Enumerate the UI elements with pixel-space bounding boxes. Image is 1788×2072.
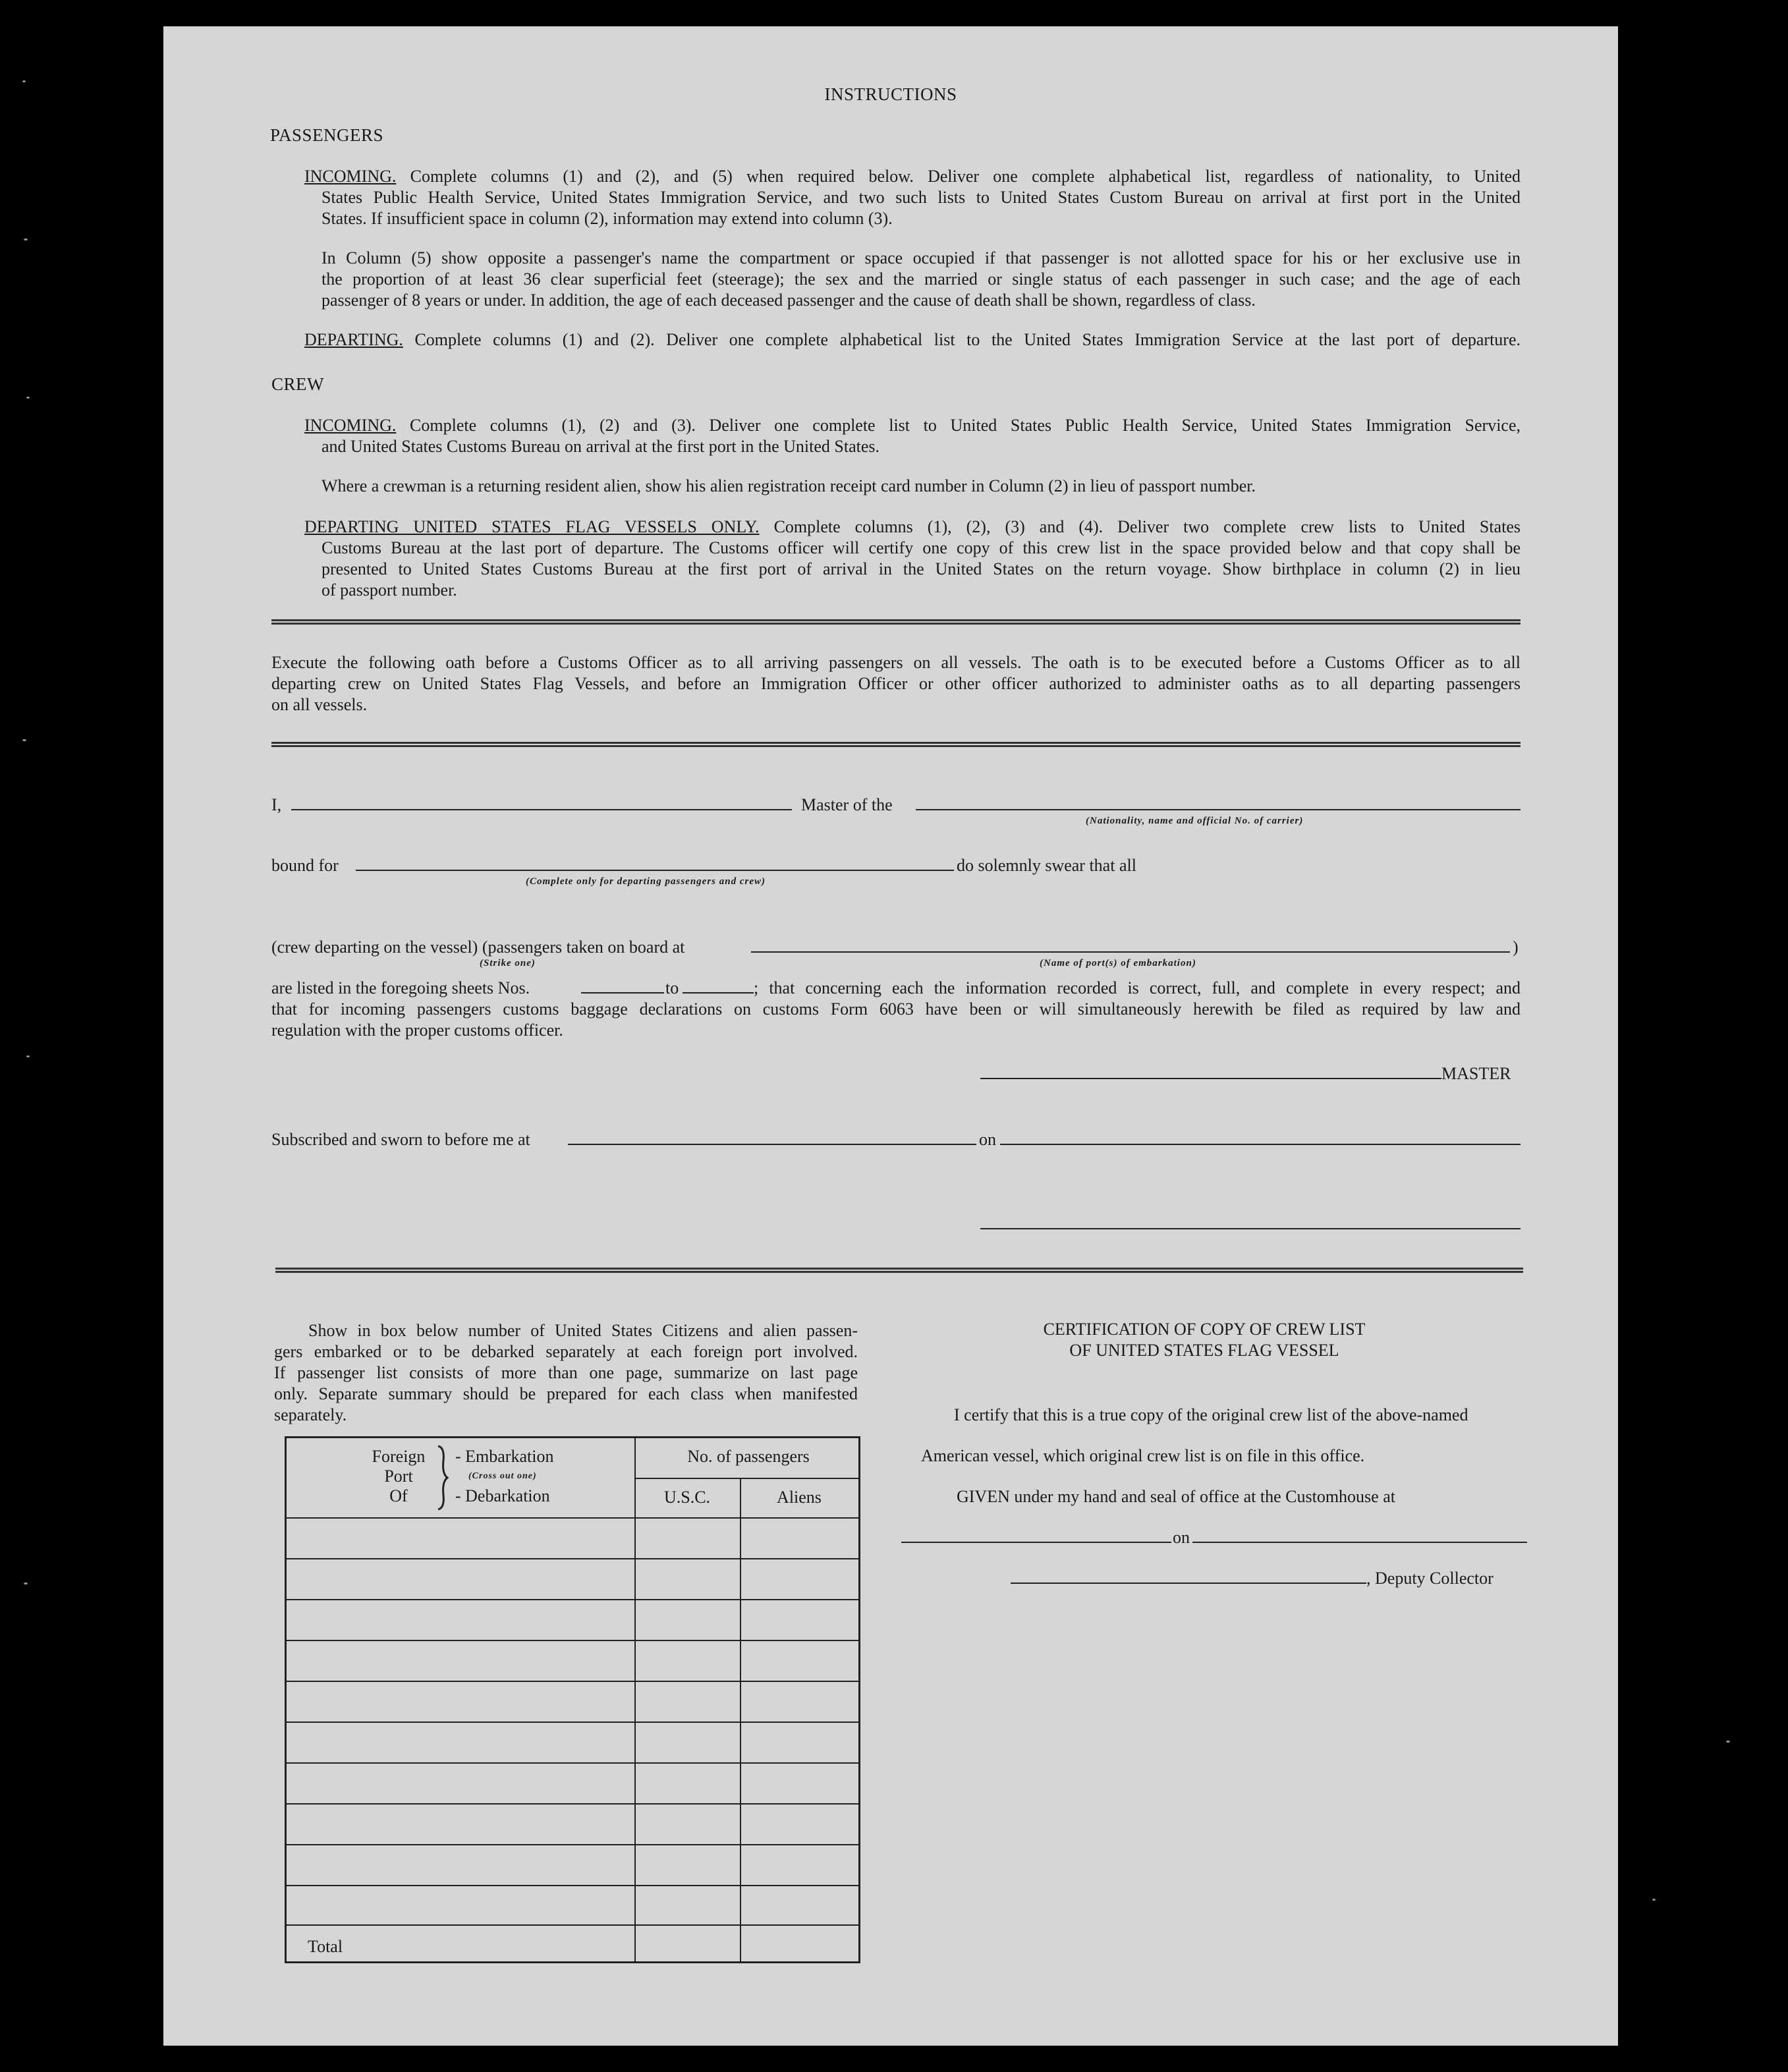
flag-vessels-line2: Customs Bureau at the last port of departure. The Customs officer will certify one copy of this crew list in the space provided below and that copy shall be: [321, 538, 1521, 557]
table-row-line: [287, 1803, 858, 1805]
ports-caption: (Name of port(s) of embarkation): [1040, 958, 1196, 968]
scan-speck: [24, 238, 28, 240]
certify-line: I certify that this is a true copy of the original crew list of the above-named: [954, 1405, 1468, 1424]
summary-line2: gers embarked or to be debarked separately at each foreign port involved.: [274, 1342, 858, 1361]
passengers-incoming-line2: States Public Health Service, United States Immigration Service, and two such lists to United States Custom Bureau on arrival at first port in the United: [321, 188, 1521, 207]
to-word: to: [665, 978, 679, 997]
master-name-field[interactable]: [291, 809, 792, 810]
incoming-label: INCOMING.: [304, 167, 397, 186]
flag-vessels-line3: presented to United States Customs Bureau at the first port of arrival in the United States on the return voyage. Show birthplace in column (2) in lieu: [321, 559, 1521, 578]
table-row-line: [287, 1681, 858, 1682]
summary-line3: If passenger list consists of more than one page, summarize on last page: [274, 1363, 858, 1382]
flag-vessels-text: Complete columns (1), (2), (3) and (4). Deliver two complete crew lists to United States: [773, 517, 1521, 536]
departing-label: DEPARTING.: [304, 330, 403, 349]
sworn-place-field[interactable]: [568, 1144, 976, 1145]
subscribed-text: Subscribed and sworn to before me at: [271, 1130, 530, 1149]
scan-speck: [22, 80, 26, 82]
total-label: Total: [308, 1937, 343, 1956]
certification-on-word: on: [1173, 1528, 1190, 1547]
complete-only-caption: (Complete only for departing passengers and crew): [526, 876, 766, 887]
deputy-collector-label: , Deputy Collector: [1366, 1569, 1494, 1588]
table-row-line: [287, 1558, 858, 1559]
listed-rest-text: ; that concerning each the information recorded is correct, full, and complete in every respect; and: [754, 978, 1521, 997]
crew-heading: CREW: [271, 374, 324, 394]
nationality-caption: (Nationality, name and official No. of carrier): [1086, 816, 1304, 826]
table-row-line: [287, 1885, 858, 1886]
foreign-label: Foreign: [372, 1447, 426, 1466]
certification-date-field[interactable]: [1192, 1542, 1527, 1543]
table-subheader-divider: [634, 1478, 858, 1479]
bound-for-label: bound for: [271, 856, 339, 875]
scan-speck: [24, 1582, 28, 1584]
form-page: [163, 26, 1618, 2046]
table-header-divider: [287, 1517, 858, 1519]
column5-line1: In Column (5) show opposite a passenger's name the compartment or space occupied if that passenger is not allotted space for his or her exclusive use in: [321, 248, 1521, 267]
flag-vessels-line4: of passport number.: [321, 580, 457, 600]
summary-line4: only. Separate summary should be prepared for each class when manifested: [274, 1384, 858, 1403]
crew-departing-text: (crew departing on the vessel) (passengers taken on board at: [271, 938, 685, 957]
column5-line2: the proportion of at least 36 clear superficial feet (steerage); the sex and the married or single status of each passenger in such case; and the age of each: [321, 269, 1521, 289]
oath-intro-line1: Execute the following oath before a Customs Officer as to all arriving passengers on all vessels. The oath is to be executed before a Customs Officer as to all: [271, 653, 1521, 672]
instructions-title: INSTRUCTIONS: [824, 84, 957, 104]
embarkation-label: - Embarkation: [455, 1447, 554, 1466]
carrier-field[interactable]: [916, 809, 1521, 810]
master-of-the-label: Master of the: [801, 795, 893, 814]
divider-2: [271, 742, 1521, 747]
table-row-line: [287, 1924, 858, 1926]
summary-line1: [274, 1320, 858, 1341]
crew-incoming-line1: [304, 415, 1521, 436]
sworn-date-field[interactable]: [1000, 1144, 1521, 1145]
no-passengers-header: No. of passengers: [687, 1447, 810, 1466]
oath-intro-line3: on all vessels.: [271, 695, 368, 714]
divider-1: [271, 619, 1521, 625]
oath-i-label: I,: [271, 795, 282, 814]
departing-text: Complete columns (1) and (2). Deliver one complete alphabetical list to the United States Immigration Service at the last port of departure.: [414, 330, 1521, 349]
table-row-line: [287, 1599, 858, 1600]
table-row-line: [287, 1844, 858, 1845]
passenger-summary-table: [285, 1436, 860, 1963]
customhouse-place-field[interactable]: [901, 1542, 1171, 1543]
ports-embarkation-field[interactable]: [751, 951, 1510, 953]
oath-intro-line2: departing crew on United States Flag Vessels, and before an Immigration Officer or other officer authorized to administer oaths as to all departing passengers: [271, 674, 1521, 693]
flag-vessels-line1: [304, 517, 1521, 538]
american-vessel-line: American vessel, which original crew list is on file in this office.: [921, 1446, 1365, 1465]
solemnly-swear-text: do solemnly swear that all: [957, 856, 1136, 875]
flag-vessels-label: DEPARTING UNITED STATES FLAG VESSELS ONLY.: [304, 517, 760, 536]
debarkation-label: - Debarkation: [455, 1486, 550, 1505]
passengers-departing: [304, 329, 1521, 350]
crewman-text: Where a crewman is a returning resident alien, show his alien registration receipt card number in Column (2) in lieu of passport number.: [321, 476, 1256, 495]
scan-speck: [22, 739, 26, 741]
aliens-header: Aliens: [777, 1488, 822, 1507]
column5-line3: passenger of 8 years or under. In addition, the age of each deceased passenger and the cause of death shall be shown, regardless of class.: [321, 291, 1256, 310]
scan-speck: [1726, 1741, 1730, 1743]
table-row-line: [287, 1722, 858, 1723]
scan-speck: [1652, 1899, 1656, 1901]
crew-incoming-label: INCOMING.: [304, 416, 397, 435]
master-label: MASTER: [1441, 1064, 1511, 1083]
bound-for-field[interactable]: [356, 870, 954, 871]
scan-speck: [26, 1055, 30, 1057]
crew-incoming-text: Complete columns (1), (2) and (3). Deliver one complete list to United States Public Health Service, United States Immigration Service,: [410, 416, 1521, 435]
table-col-divider-2: [740, 1478, 741, 1961]
crew-incoming-line2: and United States Customs Bureau on arrival at the first port in the United States.: [321, 437, 880, 456]
incoming-text-1: Complete columns (1) and (2), and (5) when required below. Deliver one complete alphabetical list, regardless of nationality, to United: [410, 167, 1521, 186]
passengers-incoming-line1: [304, 166, 1521, 187]
sheet-to-field[interactable]: [683, 992, 754, 994]
table-row-line: [287, 1762, 858, 1764]
summary-text-1: Show in box below number of United States Citizens and alien passen-: [308, 1321, 858, 1340]
master-signature-field[interactable]: [980, 1078, 1441, 1079]
of-label: Of: [389, 1486, 408, 1505]
officer-signature-field[interactable]: [980, 1228, 1521, 1229]
port-label: Port: [384, 1467, 413, 1486]
brace-icon: [435, 1445, 449, 1511]
cross-out-caption: (Cross out one): [468, 1471, 537, 1481]
strike-one-caption: (Strike one): [480, 958, 536, 968]
passengers-heading: PASSENGERS: [270, 125, 384, 145]
given-line: GIVEN under my hand and seal of office at the Customhouse at: [957, 1487, 1395, 1506]
listed-in-text: are listed in the foregoing sheets Nos.: [271, 978, 530, 997]
table-row-line: [287, 1640, 858, 1641]
summary-line5: separately.: [274, 1405, 347, 1424]
close-paren: ): [1513, 938, 1519, 957]
deputy-collector-signature-field[interactable]: [1011, 1582, 1366, 1584]
regulation-line: regulation with the proper customs officer.: [271, 1021, 563, 1040]
sheet-from-field[interactable]: [581, 992, 664, 994]
sworn-on-word: on: [979, 1130, 996, 1149]
usc-header: U.S.C.: [663, 1488, 711, 1507]
scan-speck: [26, 397, 30, 399]
passengers-incoming-line3: States. If insufficient space in column (2), information may extend into column (3).: [321, 209, 893, 228]
incoming-baggage-line: that for incoming passengers customs baggage declarations on customs Form 6063 have been or will simultaneously herewith be filed as required by law and: [271, 999, 1521, 1019]
certification-title-2: OF UNITED STATES FLAG VESSEL: [1069, 1341, 1339, 1360]
divider-3: [275, 1268, 1523, 1273]
certification-title-1: CERTIFICATION OF COPY OF CREW LIST: [1043, 1320, 1366, 1339]
